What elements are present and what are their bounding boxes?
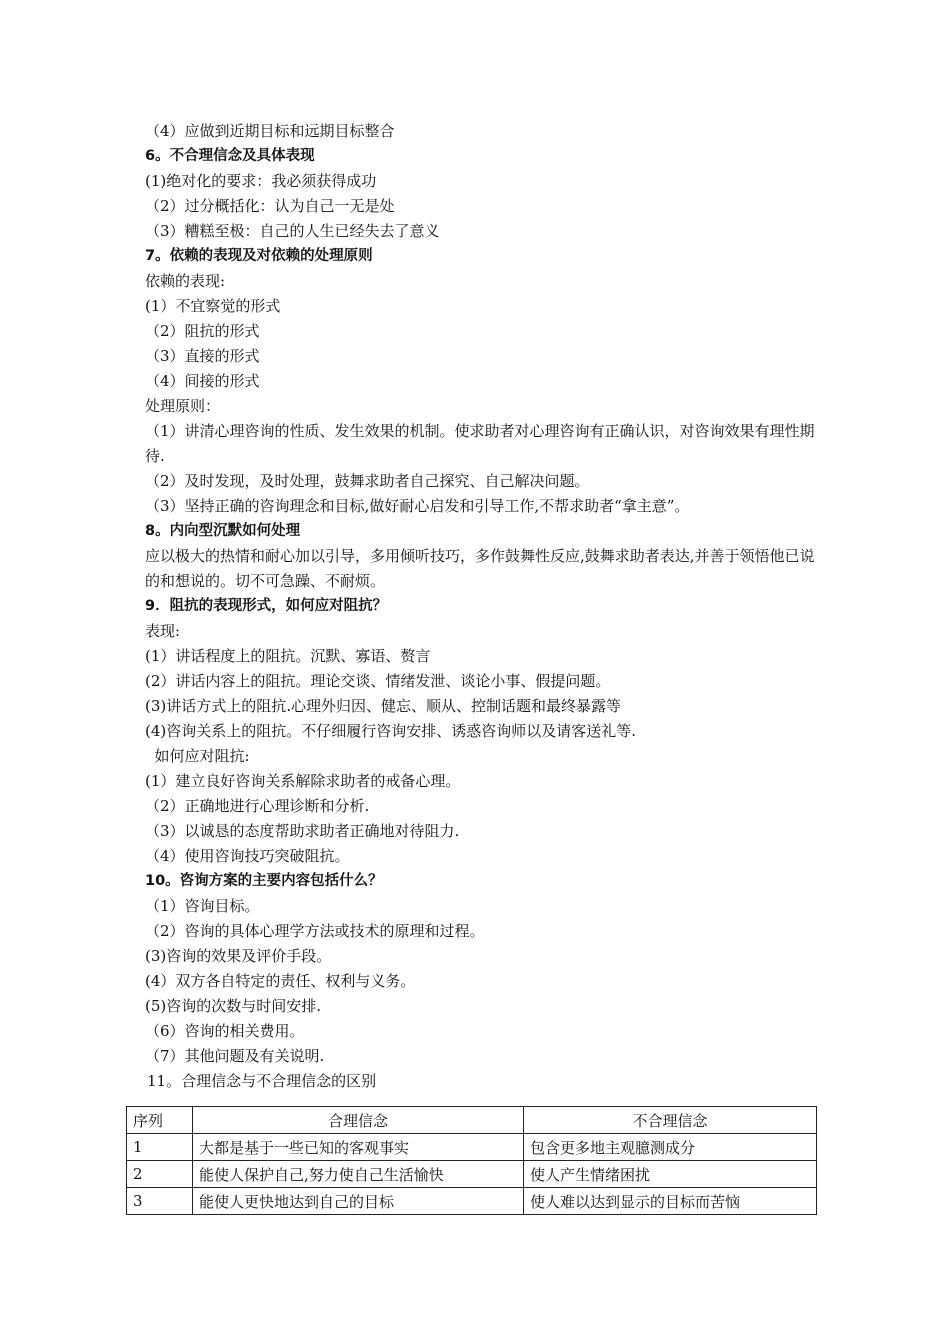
- table-row: [127, 1161, 817, 1188]
- document-body: [145, 119, 815, 1094]
- text-line: （2）及时发现，及时处理，鼓舞求助者自己探究、自己解决问题。: [145, 472, 590, 490]
- table-cell: 能使人保护自己,努力使自己生活愉快: [193, 1161, 524, 1188]
- table-row: [127, 1134, 817, 1161]
- text-line: 表现:: [145, 622, 181, 640]
- text-line: （6）咨询的相关费用。: [145, 1022, 305, 1040]
- section-heading-7: 7。依赖的表现及对依赖的处理原则: [145, 248, 373, 264]
- text-line: (5)咨询的次数与时间安排.: [145, 997, 322, 1015]
- text-line: （3）以诚恳的态度帮助求助者正确地对待阻力.: [145, 822, 460, 840]
- text-line: (2）讲话内容上的阻抗。理论交谈、情绪发泄、谈论小事、假提问题。: [145, 672, 611, 690]
- text-line: (4）双方各自特定的责任、权利与义务。: [145, 972, 416, 990]
- section-heading-6: 6。不合理信念及具体表现: [145, 148, 315, 164]
- text-paragraph: 应以极大的热情和耐心加以引导，多用倾听技巧，多作鼓舞性反应,鼓舞求助者表达,并善于领悟他已说的和想说的。切不可急躁、不耐烦。: [145, 547, 815, 590]
- table-cell: 2: [127, 1161, 193, 1188]
- text-line: （2）阻抗的形式: [145, 322, 260, 340]
- table-header-cell: 序列: [127, 1107, 193, 1134]
- text-line: (1）建立良好咨询关系解除求助者的戒备心理。: [145, 772, 461, 790]
- text-line: （4）应做到近期目标和远期目标整合: [145, 122, 395, 140]
- text-line: (1)绝对化的要求：我必须获得成功: [145, 172, 377, 190]
- text-line: （2）正确地进行心理诊断和分析.: [145, 797, 370, 815]
- section-heading-8: 8。内向型沉默如何处理: [145, 523, 301, 539]
- section-heading-11: 11。合理信念与不合理信念的区别: [147, 1072, 377, 1090]
- table-row: [127, 1188, 817, 1215]
- table-cell: 使人产生情绪困扰: [524, 1161, 817, 1188]
- text-line: (3)咨询的效果及评价手段。: [145, 947, 332, 965]
- table-header-cell: 不合理信念: [524, 1107, 817, 1134]
- table-cell: 3: [127, 1188, 193, 1215]
- text-line: （2）过分概括化：认为自己一无是处: [145, 197, 395, 215]
- table-cell: 大都是基于一些已知的客观事实: [193, 1134, 524, 1161]
- text-line: （1）咨询目标。: [145, 897, 260, 915]
- text-paragraph: （1）讲清心理咨询的性质、发生效果的机制。使求助者对心理咨询有正确认识，对咨询效果有理性期待.: [145, 422, 815, 465]
- text-line: (1）讲话程度上的阻抗。沉默、寡语、赘言: [145, 647, 431, 665]
- text-line: 如何应对阻抗:: [145, 747, 250, 765]
- section-heading-9: 9．阻抗的表现形式，如何应对阻抗？: [145, 598, 388, 614]
- text-line: （2）咨询的具体心理学方法或技术的原理和过程。: [145, 922, 485, 940]
- text-line: （3）糟糕至极：自己的人生已经失去了意义: [145, 222, 440, 240]
- table-cell: 1: [127, 1134, 193, 1161]
- text-line: (3)讲话方式上的阻抗.心理外归因、健忘、顺从、控制话题和最终暴露等: [145, 697, 622, 715]
- table-cell: 包含更多地主观臆测成分: [524, 1134, 817, 1161]
- text-line: 处理原则：: [145, 397, 221, 415]
- belief-comparison-table: [126, 1106, 817, 1215]
- table-header-row: [127, 1107, 817, 1134]
- text-line: （3）坚持正确的咨询理念和目标,做好耐心启发和引导工作,不帮求助者“拿主意”。: [145, 497, 690, 515]
- section-heading-10: 10。咨询方案的主要内容包括什么？: [145, 873, 383, 889]
- table-header-cell: 合理信念: [193, 1107, 524, 1134]
- text-line: (4)咨询关系上的阻抗。不仔细履行咨询安排、诱惑咨询师以及请客送礼等.: [145, 722, 637, 740]
- text-line: 依赖的表现:: [145, 272, 226, 290]
- table-cell: 使人难以达到显示的目标而苦恼: [524, 1188, 817, 1215]
- text-line: (1）不宜察觉的形式: [145, 297, 281, 315]
- text-line: （3）直接的形式: [145, 347, 260, 365]
- table-cell: 能使人更快地达到自己的目标: [193, 1188, 524, 1215]
- text-line: （4）间接的形式: [145, 372, 260, 390]
- text-line: （4）使用咨询技巧突破阻抗。: [145, 847, 350, 865]
- text-line: （7）其他问题及有关说明.: [145, 1047, 325, 1065]
